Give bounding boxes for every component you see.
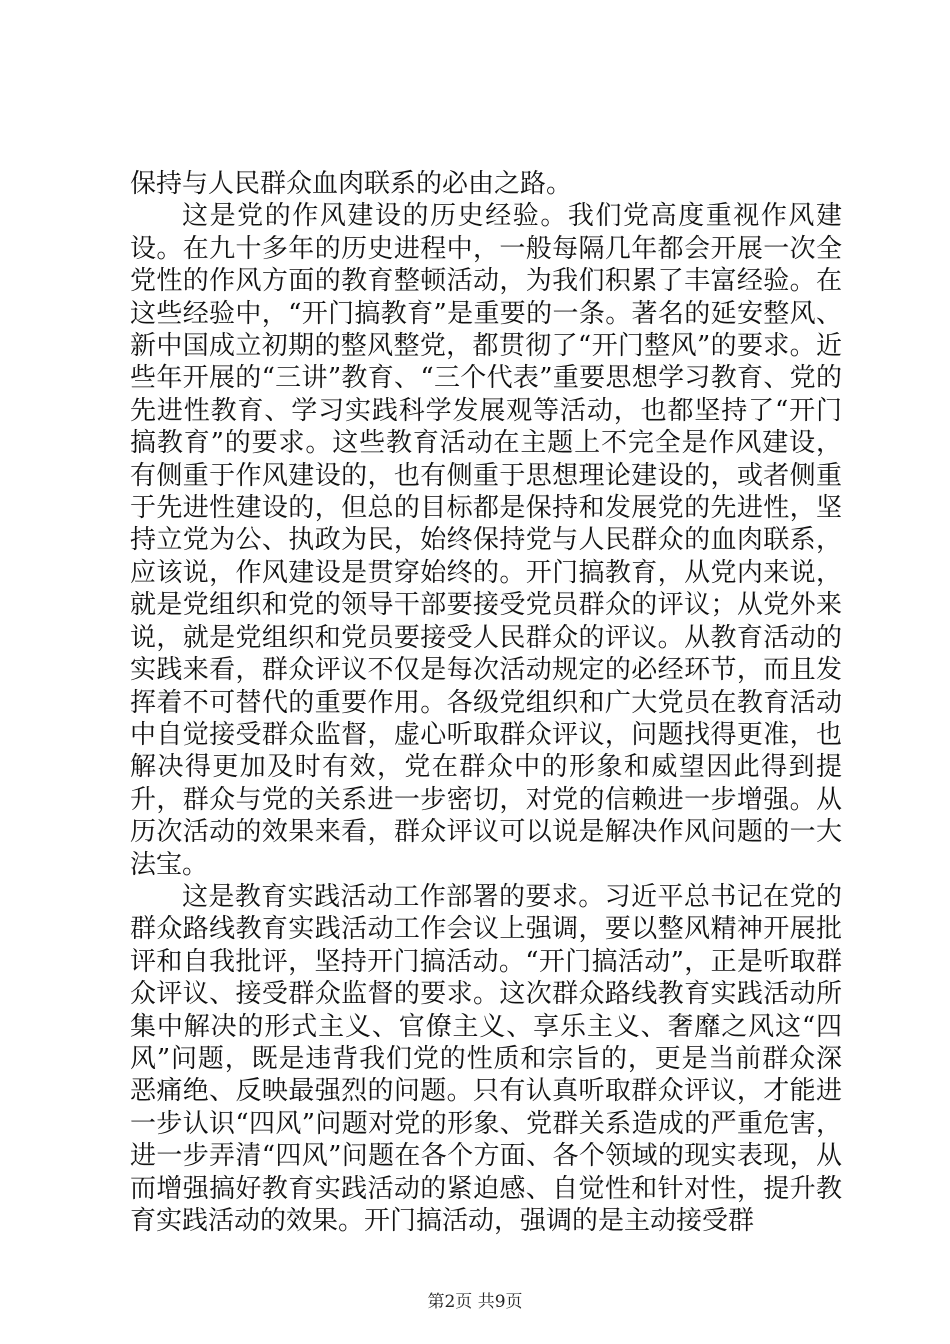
page-footer: 第2页 共9页 (427, 1292, 523, 1312)
body-text (130, 168, 842, 1237)
paragraph-continuation: 保持与人民群众血肉联系的必由之路。 (130, 169, 573, 199)
paragraph-work-deployment: 这是教育实践活动工作部署的要求。习近平总书记在党的群众路线教育实践活动工作会议上强调，要以整风精神开展批评和自我批评，坚持开门搞活动。“开门搞活动”，正是听取群众评议、接受群众监督的要求。这次群众路线教育实践活动所集中解决的形式主义、官僚主义、享乐主义、奢靡之风这“四风”问题，既是违背我们党的性质和宗旨的，更是当前群众深恶痛绝、反映最强烈的问题。只有认真听取群众评议，才能进一步认识“四风”问题对党的形象、党群关系造成的严重危害，进一步弄清“四风”问题在各个方面、各个领域的现实表现，从而增强搞好教育实践活动的紧迫感、自觉性和针对性，提升教育实践活动的效果。开门搞活动，强调的是主动接受群 (130, 881, 842, 1236)
paragraph-historical-experience: 这是党的作风建设的历史经验。我们党高度重视作风建设。在九十多年的历史进程中，一般每隔几年都会开展一次全党性的作风方面的教育整顿活动，为我们积累了丰富经验。在这些经验中，“开门搞教育”是重要的一条。著名的延安整风、新中国成立初期的整风整党，都贯彻了“开门整风”的要求。近些年开展的“三讲”教育、“三个代表”重要思想学习教育、党的先进性教育、学习实践科学发展观等活动，也都坚持了“开门搞教育”的要求。这些教育活动在主题上不完全是作风建设，有侧重于作风建设的，也有侧重于思想理论建设的，或者侧重于先进性建设的，但总的目标都是保持和发展党的先进性，坚持立党为公、执政为民，始终保持党与人民群众的血肉联系，应该说，作风建设是贯穿始终的。开门搞教育，从党内来说，就是党组织和党的领导干部要接受党员群众的评议；从党外来说，就是党组织和党员要接受人民群众的评议。从教育活动的实践来看，群众评议不仅是每次活动规定的必经环节，而且发挥着不可替代的重要作用。各级党组织和广大党员在教育活动中自觉接受群众监督，虚心听取群众评议，问题找得更准，也解决得更加及时有效，党在群众中的形象和威望因此得到提升，群众与党的关系进一步密切，对党的信赖进一步增强。从历次活动的效果来看，群众评议可以说是解决作风问题的一大法宝。 (130, 201, 842, 880)
